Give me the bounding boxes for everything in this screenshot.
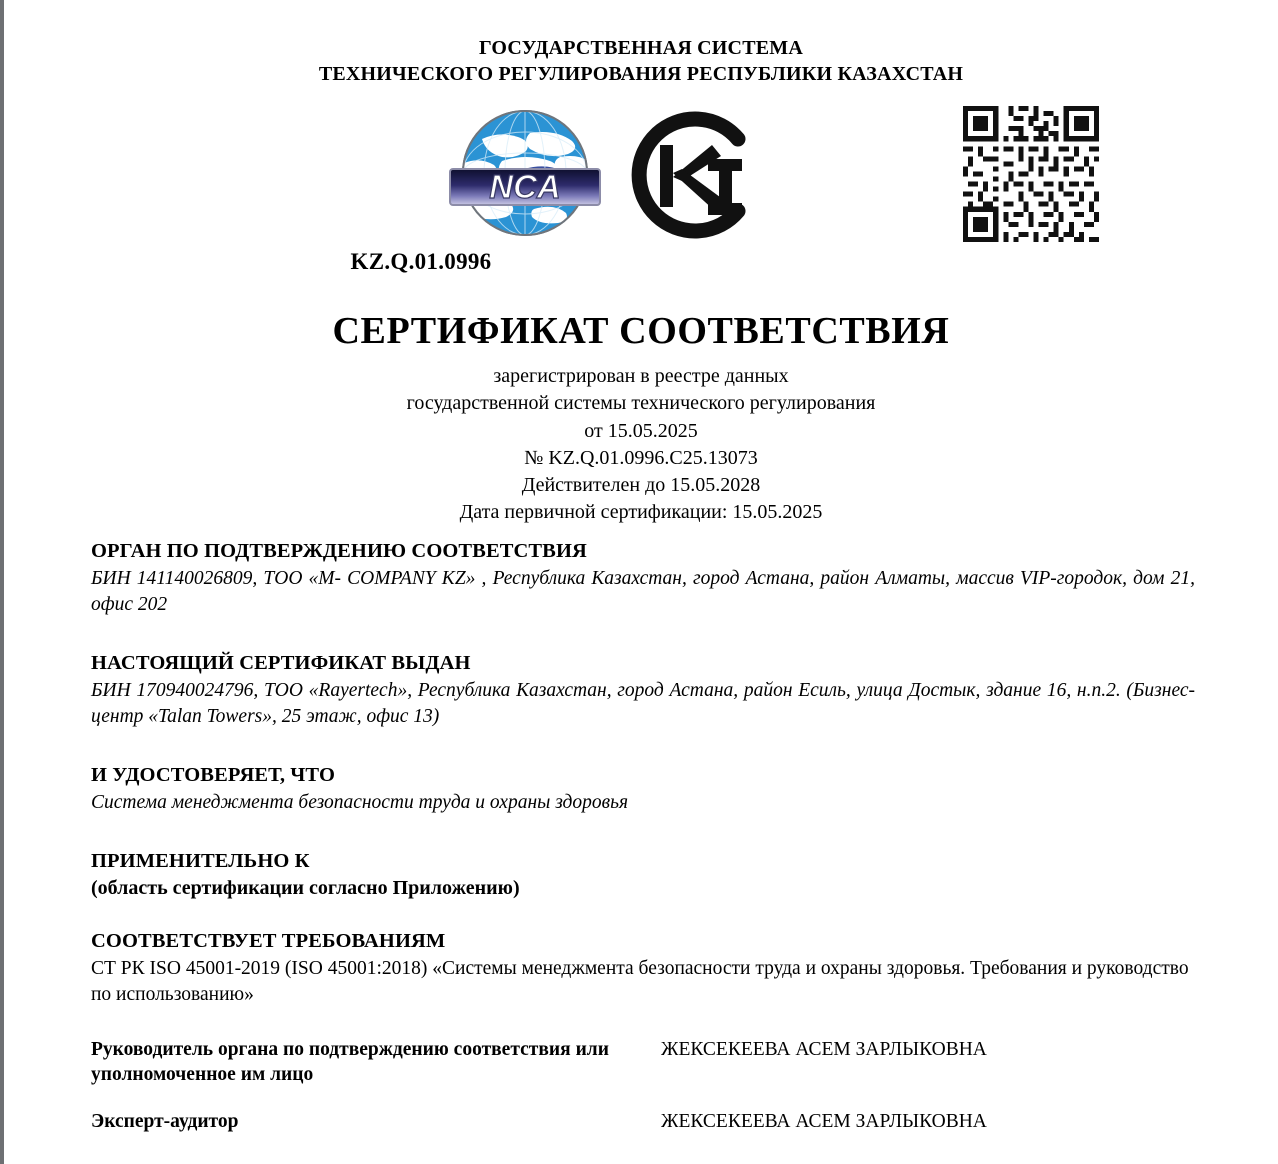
certificate-holder-details: БИН 170940024796, ТОО «Rayertech», Республика Казахстан, город Астана, район Есиль, улица Достык, здание 16, н.п.2. (Бизнес-центр «Talan Towers», 25 этаж, офис 13) (91, 680, 1195, 728)
section-heading-applicable-to: ПРИМЕНИТЕЛЬНО К (91, 849, 310, 872)
svg-text:NCA: NCA (489, 168, 561, 206)
header-line-2: ТЕХНИЧЕСКОГО РЕГУЛИРОВАНИЯ РЕСПУБЛИКИ КАЗАХСТАН (318, 62, 964, 85)
section-heading-certificate-holder: НАСТОЯЩИЙ СЕРТИФИКАТ ВЫДАН (91, 652, 471, 675)
registered-line-2: государственной системы технического регулирования (406, 392, 876, 415)
ct-kz-conformity-mark-icon (620, 107, 756, 243)
signature-role-head-of-body: Руководитель органа по подтверждению соответствия или уполномоченное им лицо (91, 1038, 609, 1085)
spacer (91, 730, 1195, 764)
spacer (91, 618, 1195, 652)
section-heading-certifies-that: И УДОСТОВЕРЯЕТ, ЧТО (91, 764, 335, 786)
emblem-row (4, 101, 1278, 281)
signature-role-expert-auditor: Эксперт-аудитор (91, 1110, 239, 1132)
certificate-number: № KZ.Q.01.0996.C25.13073 (524, 446, 758, 469)
signature-name-head-of-body: ЖЕКСЕКЕЕВА АСЕМ ЗАРЛЫКОВНА (661, 1038, 987, 1060)
nca-wordmark-banner (450, 168, 600, 205)
spacer (91, 900, 1195, 930)
signature-name-expert-auditor: ЖЕКСЕКЕЕВА АСЕМ ЗАРЛЫКОВНА (661, 1110, 987, 1132)
page-title: СЕРТИФИКАТ СООТВЕТСТВИЯ (332, 310, 950, 353)
qr-code (958, 101, 1104, 247)
body-area (4, 540, 1278, 1007)
issue-date: от 15.05.2025 (584, 419, 698, 442)
document-header (4, 0, 1278, 87)
spacer (91, 816, 1195, 850)
nca-globe-logo (442, 105, 608, 241)
initial-certification-date: Дата первичной сертификации: 15.05.2025 (459, 501, 823, 524)
signature-row (91, 1038, 1195, 1088)
signature-area (4, 1038, 1278, 1135)
certification-body-details: БИН 141140026809, ТОО «M- COMPANY KZ» , Республика Казахстан, город Астана, район Алматы, массив VIP-городок, дом 21, офис 202 (91, 568, 1195, 616)
certifies-scope-text: Система менеджмента безопасности труда и охраны здоровья (91, 792, 629, 813)
registered-line-1: зарегистрирован в реестре данных (493, 365, 789, 388)
valid-until: Действителен до 15.05.2028 (521, 473, 761, 496)
conformity-standard-text: СТ РК ISO 45001-2019 (ISO 45001:2018) «Системы менеджмента безопасности труда и охраны здоровья. Требования и руководство по использованию» (91, 957, 1189, 1005)
section-heading-conforms-to: СООТВЕТСТВУЕТ ТРЕБОВАНИЯМ (91, 929, 446, 952)
section-heading-certification-body: ОРГАН ПО ПОДТВЕРЖДЕНИЮ СООТВЕТСТВИЯ (91, 540, 587, 563)
applicable-scope-note: (область сертификации согласно Приложению) (91, 876, 520, 899)
header-line-1: ГОСУДАРСТВЕННАЯ СИСТЕМА (478, 37, 804, 59)
signature-row (91, 1110, 1195, 1135)
registration-block (4, 363, 1278, 526)
accreditation-number: KZ.Q.01.0996 (350, 249, 492, 275)
